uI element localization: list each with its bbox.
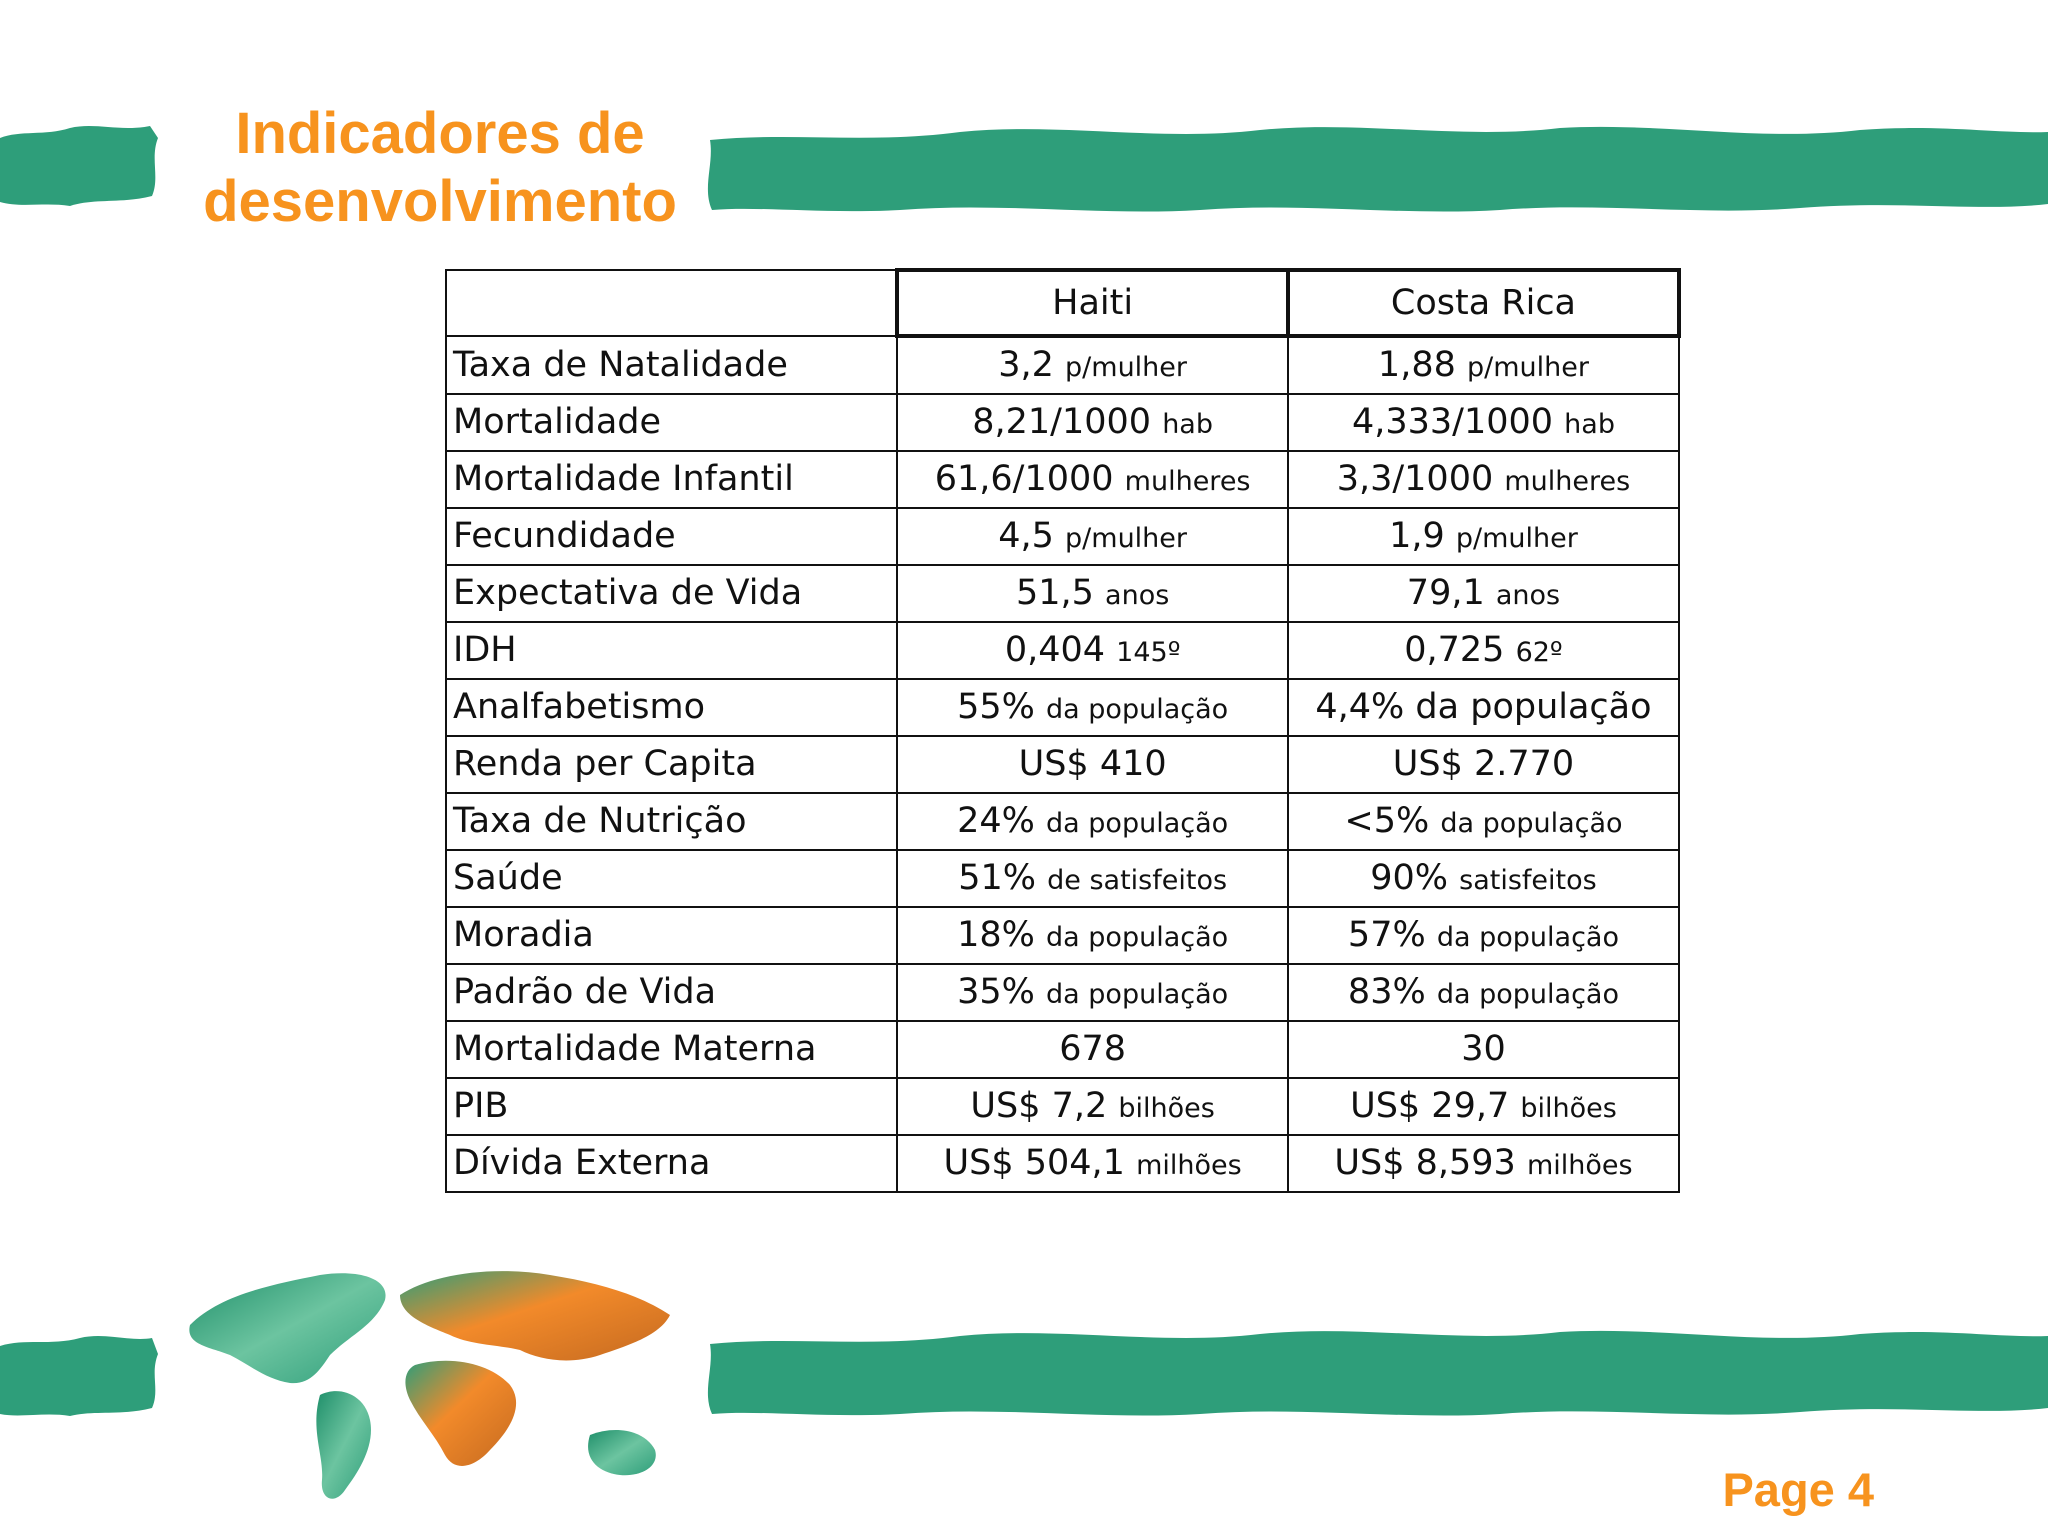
haiti-value-cell xyxy=(897,394,1288,451)
unit: da população xyxy=(1046,808,1229,839)
table-row xyxy=(446,565,1679,622)
haiti-value-cell xyxy=(897,679,1288,736)
unit: anos xyxy=(1495,580,1561,611)
unit: 145º xyxy=(1116,637,1181,668)
row-label: Moradia xyxy=(446,907,897,964)
haiti-value-cell xyxy=(897,736,1288,793)
unit: da população xyxy=(1046,979,1229,1010)
costa-rica-value-cell xyxy=(1288,964,1679,1021)
costa-rica-value-cell xyxy=(1288,793,1679,850)
row-label: Padrão de Vida xyxy=(446,964,897,1021)
table-row xyxy=(446,394,1679,451)
value: US$ 504,1 xyxy=(943,1143,1125,1183)
value: 24% xyxy=(957,801,1035,841)
costa-rica-value-cell xyxy=(1288,336,1679,394)
table-row xyxy=(446,907,1679,964)
value: 4,5 xyxy=(998,516,1054,556)
row-label: Mortalidade Materna xyxy=(446,1021,897,1078)
header-costa-rica: Costa Rica xyxy=(1288,270,1679,336)
row-label: Analfabetismo xyxy=(446,679,897,736)
value: US$ 8,593 xyxy=(1334,1143,1516,1183)
table-row xyxy=(446,793,1679,850)
value: 57% xyxy=(1347,915,1426,955)
unit: mulheres xyxy=(1504,466,1631,497)
unit: anos xyxy=(1105,580,1170,611)
unit: p/mulher xyxy=(1065,523,1188,554)
costa-rica-value-cell xyxy=(1288,736,1679,793)
value: 8,21/1000 xyxy=(972,402,1152,442)
row-label: Dívida Externa xyxy=(446,1135,897,1192)
value: 1,9 xyxy=(1389,516,1445,556)
table-row xyxy=(446,1078,1679,1135)
haiti-value-cell xyxy=(897,850,1288,907)
page-number: Page 4 xyxy=(1722,1463,1874,1516)
value: US$ 2.770 xyxy=(1392,744,1575,784)
haiti-value-cell xyxy=(897,622,1288,679)
unit: da população xyxy=(1440,808,1623,839)
unit: hab xyxy=(1162,409,1213,440)
unit: milhões xyxy=(1526,1150,1633,1181)
value: 83% xyxy=(1347,972,1426,1012)
title-line-1: Indicadores de xyxy=(235,101,645,166)
value: 79,1 xyxy=(1406,573,1485,613)
unit: da população xyxy=(1046,922,1229,953)
costa-rica-value-cell xyxy=(1288,1021,1679,1078)
unit: mulheres xyxy=(1124,466,1251,497)
table-row xyxy=(446,736,1679,793)
table-header-row xyxy=(446,270,1679,336)
unit: da população xyxy=(1436,922,1619,953)
haiti-value-cell xyxy=(897,964,1288,1021)
row-label: Mortalidade Infantil xyxy=(446,451,897,508)
unit: p/mulher xyxy=(1455,523,1578,554)
header-haiti: Haiti xyxy=(897,270,1288,336)
bottom-right-stripe xyxy=(700,1322,2048,1422)
costa-rica-value-cell xyxy=(1288,1078,1679,1135)
unit: satisfeitos xyxy=(1459,865,1597,896)
indicators-table xyxy=(445,268,1681,1193)
value: 4,4% da população xyxy=(1315,687,1652,727)
unit: milhões xyxy=(1136,1150,1242,1181)
value: 51% xyxy=(958,858,1036,898)
table-row xyxy=(446,679,1679,736)
value: 61,6/1000 xyxy=(934,459,1114,499)
haiti-value-cell xyxy=(897,451,1288,508)
value: 3,3/1000 xyxy=(1336,459,1494,499)
world-map-icon xyxy=(170,1255,690,1515)
top-right-stripe xyxy=(700,118,2048,218)
costa-rica-value-cell xyxy=(1288,394,1679,451)
table-row xyxy=(446,451,1679,508)
value: 30 xyxy=(1461,1029,1506,1069)
row-label: Taxa de Nutrição xyxy=(446,793,897,850)
value: 1,88 xyxy=(1377,345,1456,385)
value: 678 xyxy=(1059,1029,1127,1069)
unit: da população xyxy=(1436,979,1619,1010)
unit: de satisfeitos xyxy=(1047,865,1228,896)
row-label: Mortalidade xyxy=(446,394,897,451)
table-row xyxy=(446,964,1679,1021)
haiti-value-cell xyxy=(897,1135,1288,1192)
title-line-2: desenvolvimento xyxy=(203,169,677,234)
header-corner-cell xyxy=(446,270,897,336)
haiti-value-cell xyxy=(897,336,1288,394)
costa-rica-value-cell xyxy=(1288,565,1679,622)
haiti-value-cell xyxy=(897,907,1288,964)
unit: 62º xyxy=(1515,637,1563,668)
table-row xyxy=(446,622,1679,679)
unit: da população xyxy=(1046,694,1229,725)
value: 90% xyxy=(1370,858,1448,898)
value: US$ 7,2 xyxy=(970,1086,1108,1126)
top-left-stripe xyxy=(0,118,160,210)
value: 35% xyxy=(957,972,1035,1012)
value: 3,2 xyxy=(998,345,1054,385)
haiti-value-cell xyxy=(897,565,1288,622)
haiti-value-cell xyxy=(897,508,1288,565)
value: 0,404 xyxy=(1004,630,1106,670)
value: 51,5 xyxy=(1015,573,1094,613)
table-row xyxy=(446,336,1679,394)
unit: bilhões xyxy=(1118,1093,1215,1124)
haiti-value-cell xyxy=(897,1078,1288,1135)
unit: bilhões xyxy=(1520,1093,1617,1124)
costa-rica-value-cell xyxy=(1288,508,1679,565)
table-row xyxy=(446,1021,1679,1078)
unit: hab xyxy=(1564,409,1615,440)
row-label: IDH xyxy=(446,622,897,679)
costa-rica-value-cell xyxy=(1288,1135,1679,1192)
table-row xyxy=(446,1135,1679,1192)
row-label: Expectativa de Vida xyxy=(446,565,897,622)
unit: p/mulher xyxy=(1467,352,1589,383)
costa-rica-value-cell xyxy=(1288,622,1679,679)
value: 18% xyxy=(957,915,1035,955)
value: 0,725 xyxy=(1404,630,1505,670)
row-label: Saúde xyxy=(446,850,897,907)
table-row xyxy=(446,850,1679,907)
haiti-value-cell xyxy=(897,1021,1288,1078)
costa-rica-value-cell xyxy=(1288,907,1679,964)
row-label: Taxa de Natalidade xyxy=(446,336,897,394)
costa-rica-value-cell xyxy=(1288,850,1679,907)
table-row xyxy=(446,508,1679,565)
costa-rica-value-cell xyxy=(1288,451,1679,508)
value: US$ 29,7 xyxy=(1350,1086,1510,1126)
bottom-left-stripe xyxy=(0,1328,160,1420)
slide-title xyxy=(150,100,730,236)
costa-rica-value-cell xyxy=(1288,679,1679,736)
row-label: PIB xyxy=(446,1078,897,1135)
value: <5% xyxy=(1344,801,1430,841)
row-label: Fecundidade xyxy=(446,508,897,565)
haiti-value-cell xyxy=(897,793,1288,850)
value: 4,333/1000 xyxy=(1351,402,1554,442)
row-label: Renda per Capita xyxy=(446,736,897,793)
unit: p/mulher xyxy=(1065,352,1188,383)
value: 55% xyxy=(957,687,1035,727)
value: US$ 410 xyxy=(1018,744,1167,784)
